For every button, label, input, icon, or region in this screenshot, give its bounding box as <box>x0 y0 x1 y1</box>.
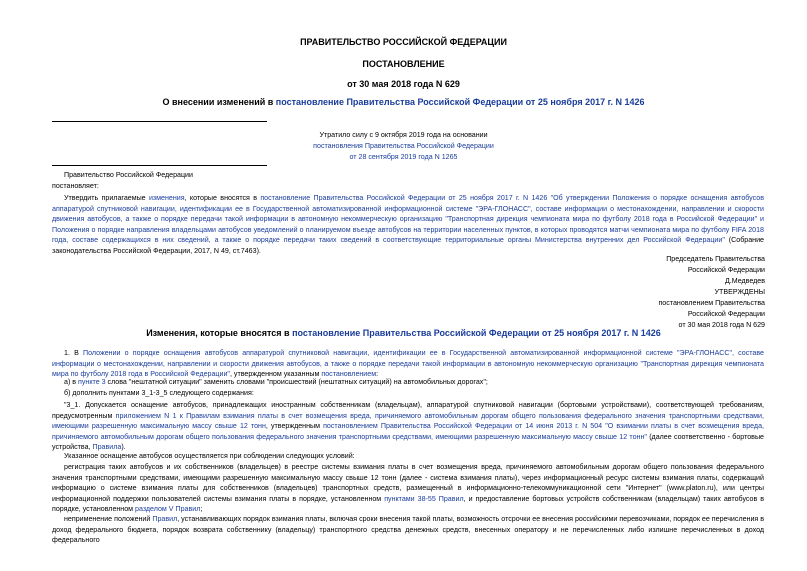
item-1-text: : <box>376 370 379 378</box>
signature-position1: Председатель Правительства <box>666 255 765 263</box>
quote-3-1 <box>52 400 764 453</box>
item-1-text: 1. В <box>64 349 83 357</box>
approved-line2: Российской Федерации <box>687 310 765 318</box>
rules-points-link[interactable]: пунктами 38-55 Правил <box>384 494 464 503</box>
rules-link[interactable]: Правил <box>152 515 178 523</box>
status-note-link-date[interactable]: от 28 сентября 2019 года N 1265 <box>349 153 458 161</box>
title-link[interactable]: постановление Правительства Российской Федерации от 25 ноября 2017 г. N 1426 <box>275 97 645 107</box>
approved-line1: постановлением Правительства <box>658 299 765 307</box>
approve-text: Утвердить прилагаемые <box>64 194 149 202</box>
document-title <box>0 97 807 107</box>
resolution-link[interactable]: постановлением <box>321 370 377 378</box>
item-a <box>52 377 764 388</box>
changes-link[interactable]: изменения <box>148 194 185 202</box>
approved-title: УТВЕРЖДЕНЫ <box>714 288 765 296</box>
signature-position2: Российской Федерации <box>687 266 765 274</box>
item-b: б) дополнить пунктами 3_1-3_5 следующего содержания: <box>64 389 254 397</box>
status-note-link[interactable]: постановления Правительства Российской Федерации <box>313 142 494 150</box>
condition-1 <box>52 462 764 515</box>
regulation-link[interactable]: Положении о порядке оснащения автобусов аппаратурой спутниковой навигации, идентификации ее в Государственной автоматизированной информационной системе "ЭРА-ГЛОНАСС", составе информации о местонахождении, направлении и скорости движения автобусов, а также о порядке передачи такой информации в автономную некоммерческую организацию "Транспортная дирекция чемпионата мира по футболу 2018 года в Российской Федерации" <box>52 349 764 378</box>
title-prefix: О внесении изменений в <box>162 97 276 107</box>
approve-paragraph <box>52 193 764 256</box>
quote-text: ). <box>121 443 126 451</box>
conditions-intro: Указанное оснащение автобусов осуществляется при соблюдении следующих условий: <box>64 452 355 460</box>
changes-title-link[interactable]: постановление Правительства Российской Федерации от 25 ноября 2017 г. N 1426 <box>292 328 661 338</box>
resolution-link[interactable]: постановление Правительства Российской Федерации от 25 ноября 2017 г. N 1426 "Об утверждении Положения о порядке оснащения автобусов аппаратурой спутниковой навигации, идентификации ее в Государственной автоматизированной информационной системе "ЭРА-ГЛОНАСС", составе информации о местонахождении, направлении и скорости движения автобусов, а также о порядке передачи такой информации в автономную некоммерческую организацию "Транспортная дирекция чемпионата мира по футболу 2018 года в Российской Федерации" и Положения о порядке направления владельцами автобусов уведомлений о планируемом въезде автобусов на территории населенных пунктов, в которых проводятся матчи чемпионата мира по футболу FIFA 2018 года, составе содержащихся в них сведений, а также о порядке передачи таких сведений в соответствующие территориальные органы Министерства внутренних дел Российской Федерации" <box>52 194 764 244</box>
quote-text: "3_1. Допускается оснащение автобусов, принадлежащих иностранным собственникам (владельцам), аппаратурой спутниковой навигации (бортовыми устройствами), соответствующей требованиям, предусмотренным <box>52 401 764 420</box>
document-type: ПОСТАНОВЛЕНИЕ <box>362 59 445 69</box>
condition-text: регистрация таких автобусов и их собственников (владельцев) в реестре системы взимания платы в счет возмещения вреда, причиняемого автомобильным дорогам общего пользования федерального значения транспортными средствами, имеющими разрешенную максимальную массу свыше 12 тонн (далее - система взимания платы), через информационный ресурс системы взимания платы, содержащий информацию о системе взимания платы для собственников (владельцев) транспортных средств, размещенный в информационно-телекоммуникационной сети "Интернет" (www.platon.ru), или центры информационной поддержки пользователей системы взимания платы в порядке, установленном <box>52 463 764 503</box>
point-3-link[interactable]: пункте 3 <box>78 378 106 386</box>
signature-name: Д.Медведев <box>724 277 765 285</box>
government-name: ПРАВИТЕЛЬСТВО РОССИЙСКОЙ ФЕДЕРАЦИИ <box>300 37 507 47</box>
item-1-text: , утвержденном указанным <box>229 370 322 378</box>
appendix-link[interactable]: приложением N 1 к Правилам взимания платы в счет возмещения вреда, причиняемого автомобильным дорогам общего пользования федерального значения транспортными средствами, имеющими разрешенную максимальную массу свыше 12 тонн <box>52 411 764 430</box>
quote-text: , утвержденным <box>265 422 324 430</box>
divider <box>52 121 267 122</box>
document-date: от 30 мая 2018 года N 629 <box>347 79 460 89</box>
approve-text: , которые вносятся в <box>184 194 261 202</box>
preamble-line1: Правительство Российской Федерации <box>64 171 193 179</box>
changes-title-prefix: Изменения, которые вносятся в <box>146 328 293 338</box>
condition-text: ; <box>200 505 203 513</box>
changes-title <box>0 328 807 338</box>
item-a-text: а) в <box>64 378 79 386</box>
rules-section-link[interactable]: разделом V Правил <box>135 505 201 513</box>
condition-text: , устанавливающих порядок взимания платы, включая сроки внесения такой платы, возможность отсрочки ее внесения российскими перевозчиками, порядок ее перечисления в доход федерального бюджета, порядок возврата собственнику (владельцу) транспортного средства денежных средств, внесенных оператору и не перечисленных либо излишне перечисленных в доход федерального <box>52 515 765 544</box>
preamble-line2: постановляет: <box>52 182 99 190</box>
status-note-line1: Утратило силу с 9 октября 2019 года на основании <box>319 131 488 139</box>
resolution-504-link[interactable]: постановлением Правительства Российской Федерации от 14 июня 2013 г. N 504 "О взимании платы в счет возмещения вреда, причиняемого автомобильным дорогам общего пользования федерального значения транспортными средствами, имеющими разрешенную максимальную массу свыше 12 тонн" <box>52 422 764 441</box>
approved-line3: от 30 мая 2018 года N 629 <box>678 321 765 329</box>
quote-text: (далее соответственно - бортовые устройства, <box>52 432 764 451</box>
item-1 <box>52 348 764 380</box>
condition-text: , и предоставление бортовых устройств собственникам (владельцам) таких автобусов в порядке, установленном <box>52 494 765 513</box>
approve-text: (Собрание законодательства Российской Федерации, 2017, N 49, ст.7463). <box>52 236 764 255</box>
divider <box>52 165 267 166</box>
item-a-text: слова "нештатной ситуации" заменить словами "происшествий (нештатных ситуаций) на автомобильных дорогах"; <box>105 378 488 386</box>
condition-text: неприменение положений <box>64 515 153 523</box>
rules-link[interactable]: Правила <box>92 443 122 451</box>
condition-2 <box>52 514 764 546</box>
